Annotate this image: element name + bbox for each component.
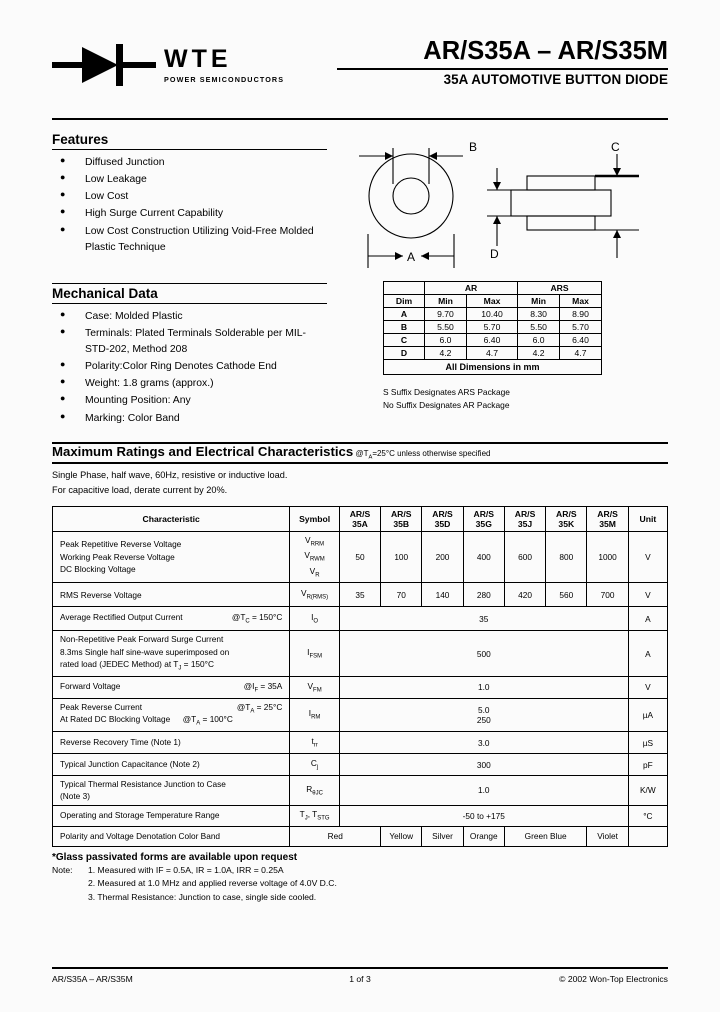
table-row xyxy=(53,754,668,776)
value-cell: 400 xyxy=(463,531,504,583)
col-header-part-35b: AR/S 35B xyxy=(381,506,422,531)
list-item: ● Weight: 1.8 grams (approx.) xyxy=(52,376,327,392)
row-label-operating-storage-temperature-range: Operating and Storage Temperature Range xyxy=(53,805,290,826)
diode-symbol-icon xyxy=(52,42,160,88)
table-row xyxy=(384,295,602,308)
table-row xyxy=(53,826,668,846)
dim-cell: 6.0 xyxy=(425,334,467,347)
list-item: ● Low Cost xyxy=(52,189,327,205)
page-footer xyxy=(52,967,668,984)
max-ratings-underline xyxy=(52,462,668,464)
features-heading: Features xyxy=(52,132,109,147)
mechanical-data-section xyxy=(52,283,327,427)
note-line xyxy=(52,891,668,905)
page-title: AR/S35A – AR/S35M xyxy=(423,37,668,65)
col-header-ar-min: Min xyxy=(425,295,467,308)
col-header-characteristic: Characteristic xyxy=(53,506,290,531)
value-cell: 300 xyxy=(339,754,628,776)
value-cell: 500 xyxy=(339,631,628,676)
dim-row-key: D xyxy=(384,347,425,360)
value-cell: 50 xyxy=(339,531,380,583)
row-condition: $@I_F = 35A$ xyxy=(243,680,283,694)
logo-tagline: POWER SEMICONDUCTORS xyxy=(164,74,285,84)
unit-cell: A xyxy=(628,631,667,676)
max-ratings-heading xyxy=(52,444,668,463)
value-cell: 5.0 250 xyxy=(339,698,628,731)
dim-blank-header xyxy=(384,282,425,295)
footer-page-number: 1 of 3 xyxy=(349,974,371,984)
dimension-table xyxy=(383,281,602,375)
unit-cell: A xyxy=(628,607,667,631)
table-row xyxy=(53,607,668,631)
list-item: ● Marking: Color Band xyxy=(52,411,327,427)
dim-cell: 4.7 xyxy=(466,347,517,360)
document-title-block xyxy=(337,28,668,87)
unit-cell: °C xyxy=(628,805,667,826)
dim-row-key: B xyxy=(384,321,425,334)
col-header-part-35d: AR/S 35D xyxy=(422,506,463,531)
value-cell: 280 xyxy=(463,583,504,607)
dim-row-key: C xyxy=(384,334,425,347)
note-line xyxy=(52,877,668,891)
table-row xyxy=(53,583,668,607)
col-header-part-35j: AR/S 35J xyxy=(504,506,545,531)
table-row xyxy=(53,531,668,583)
color-cell-silver: Silver xyxy=(422,826,463,846)
characteristics-table xyxy=(52,506,668,847)
value-cell: 700 xyxy=(587,583,628,607)
value-cell: 70 xyxy=(381,583,422,607)
unit-cell: V xyxy=(628,583,667,607)
table-row xyxy=(384,334,602,347)
dim-cell: 5.50 xyxy=(425,321,467,334)
unit-cell: V xyxy=(628,531,667,583)
row-label-polarity-voltage-denotation-color-band: Polarity and Voltage Denotation Color Band xyxy=(53,826,290,846)
mechanical-underline xyxy=(52,303,327,304)
value-cell: 35 xyxy=(339,607,628,631)
row-symbol: $T_J$, $T_{STG}$ xyxy=(290,805,340,826)
unit-cell: pF xyxy=(628,754,667,776)
col-header-symbol: Symbol xyxy=(290,506,340,531)
dim-cell: 8.90 xyxy=(560,308,602,321)
note-item: 1. Measured with IF = 0.5A, IR = 1.0A, IRR = 0.25A xyxy=(88,864,284,875)
unit-cell: µS xyxy=(628,732,667,754)
dim-cell: 8.30 xyxy=(518,308,560,321)
dim-group-ars: ARS xyxy=(518,282,602,295)
table-row xyxy=(384,308,602,321)
mechanical-list xyxy=(52,309,327,427)
features-list xyxy=(52,155,327,256)
col-header-part-35k: AR/S 35K xyxy=(546,506,587,531)
footer-part-number: AR/S35A – AR/S35M xyxy=(52,974,133,984)
note-item: 3. Thermal Resistance: Junction to case, single side cooled. xyxy=(88,892,317,903)
package-outer-circle xyxy=(369,154,453,238)
left-column xyxy=(52,130,327,428)
max-ratings-heading-text: Maximum Ratings and Electrical Characteristics xyxy=(52,443,354,459)
dim-cell: 4.2 xyxy=(518,347,560,360)
company-logo xyxy=(52,28,337,88)
color-cell-red: Red xyxy=(290,826,381,846)
table-row xyxy=(53,698,668,731)
table-header-row xyxy=(53,506,668,531)
row-label-typical-junction-capacitance: Typical Junction Capacitance (Note 2) xyxy=(53,754,290,776)
list-item: ● Diffused Junction xyxy=(52,155,327,171)
row-symbol: $I_O$ xyxy=(290,607,340,631)
value-cell: 1.0 xyxy=(339,676,628,698)
list-item: ● Low Cost Construction Utilizing Void-Free Molded Plastic Technique xyxy=(52,224,327,256)
features-section xyxy=(52,130,327,256)
table-row xyxy=(53,631,668,676)
list-item: ● High Surge Current Capability xyxy=(52,206,327,222)
dim-label-d: D xyxy=(490,247,499,261)
value-cell: 800 xyxy=(546,531,587,583)
color-cell-green-blue: Green Blue xyxy=(504,826,587,846)
col-header-ars-max: Max xyxy=(560,295,602,308)
dim-cell: 9.70 xyxy=(425,308,467,321)
col-header-ars-min: Min xyxy=(518,295,560,308)
unit-cell: K/W xyxy=(628,776,667,806)
color-cell-yellow: Yellow xyxy=(381,826,422,846)
table-row xyxy=(53,732,668,754)
row-label-peak-repetitive-reverse-voltage: Peak Repetitive Reverse Voltage Working Peak Reverse Voltage DC Blocking Voltage xyxy=(53,531,290,583)
package-side-top-flange xyxy=(527,176,595,190)
list-item: ● Polarity:Color Ring Denotes Cathode End xyxy=(52,359,327,375)
row-label-average-rectified-output-current: Average Rectified Output Current $@T_C = 150^\circ C$ xyxy=(53,607,290,631)
value-cell: 200 xyxy=(422,531,463,583)
package-diagram-svg xyxy=(349,134,649,274)
footer-copyright: © 2002 Won-Top Electronics xyxy=(559,974,668,984)
table-row xyxy=(53,776,668,806)
glass-passivated-note: *Glass passivated forms are available upon request xyxy=(52,851,298,863)
unit-cell: V xyxy=(628,676,667,698)
dim-label-b: B xyxy=(469,140,478,154)
value-cell: 560 xyxy=(546,583,587,607)
value-cell: 1000 xyxy=(587,531,628,583)
dim-cell: 5.70 xyxy=(560,321,602,334)
page-subtitle: 35A AUTOMOTIVE BUTTON DIODE xyxy=(443,71,668,87)
dim-cell: 6.40 xyxy=(466,334,517,347)
row-label-reverse-recovery-time: Reverse Recovery Time (Note 1) xyxy=(53,732,290,754)
row-symbol: $t_{rr}$ xyxy=(290,732,340,754)
dim-cell: 6.0 xyxy=(518,334,560,347)
dim-label-a: A xyxy=(407,250,416,264)
value-cell: 100 xyxy=(381,531,422,583)
package-side-bottom-flange xyxy=(527,216,595,230)
col-header-ar-max: Max xyxy=(466,295,517,308)
row-label-rms-reverse-voltage: RMS Reverse Voltage xyxy=(53,583,290,607)
row-condition: $@T_A = 100^\circ C$ xyxy=(182,714,233,728)
dim-cell: 4.2 xyxy=(425,347,467,360)
max-ratings-note1: Single Phase, half wave, 60Hz, resistive or inductive load. xyxy=(52,470,288,481)
max-ratings-section xyxy=(52,442,668,498)
package-inner-circle xyxy=(393,178,429,214)
row-condition: $@T_A = 25^\circ C$ xyxy=(236,701,283,715)
value-cell: 420 xyxy=(504,583,545,607)
row-symbol: $I_{FSM}$ xyxy=(290,631,340,676)
row-symbol: $V_{FM}$ xyxy=(290,676,340,698)
table-row xyxy=(53,805,668,826)
row-symbol: $V_{R(RMS)}$ xyxy=(290,583,340,607)
unit-cell: µA xyxy=(628,698,667,731)
row-label-forward-voltage: Forward Voltage $@I_F = 35A$ xyxy=(53,676,290,698)
dim-cell: 5.70 xyxy=(466,321,517,334)
unit-cell xyxy=(628,826,667,846)
col-header-part-35a: AR/S 35A xyxy=(339,506,380,531)
list-item: ● Case: Molded Plastic xyxy=(52,309,327,325)
suffix-note-line2: No Suffix Designates AR Package xyxy=(383,399,510,410)
page-header xyxy=(52,28,668,118)
row-symbol: $I_{RM}$ xyxy=(290,698,340,731)
row-symbol: $R_{\theta JC}$ xyxy=(290,776,340,806)
list-item: ● Terminals: Plated Terminals Solderable per MIL-STD-202, Method 208 xyxy=(52,326,327,358)
dim-cell: 5.50 xyxy=(518,321,560,334)
suffix-notes xyxy=(383,386,668,411)
title-divider xyxy=(337,68,668,70)
list-item: ● Low Leakage xyxy=(52,172,327,188)
right-column xyxy=(327,130,668,428)
col-header-part-35m: AR/S 35M xyxy=(587,506,628,531)
dim-table-footer: All Dimensions in mm xyxy=(384,360,602,375)
dim-cell: 10.40 xyxy=(466,308,517,321)
max-ratings-note2: For capacitive load, derate current by 20%. xyxy=(52,484,228,495)
header-divider xyxy=(52,118,668,120)
footnotes-list xyxy=(52,864,668,906)
max-ratings-condition: $@T_A=25^\circ C$ unless otherwise specified xyxy=(353,448,491,461)
value-cell: 35 xyxy=(339,583,380,607)
row-condition: $@T_C = 150^\circ C$ xyxy=(231,612,283,625)
row-label-peak-reverse-current: Peak Reverse Current $@T_A = 25^\circ C$ At Rated DC Blocking Voltage $@T_A = 100^\circ C$ xyxy=(53,698,290,731)
value-cell: 600 xyxy=(504,531,545,583)
notes-label: Note: xyxy=(52,864,73,875)
dim-cell: 4.7 xyxy=(560,347,602,360)
col-header-dim: Dim xyxy=(384,295,425,308)
col-header-unit: Unit xyxy=(628,506,667,531)
note-line xyxy=(52,864,668,878)
col-header-part-35g: AR/S 35G xyxy=(463,506,504,531)
note-item: 2. Measured at 1.0 MHz and applied reverse voltage of 4.0V D.C. xyxy=(88,878,337,889)
table-row xyxy=(384,321,602,334)
value-cell: 3.0 xyxy=(339,732,628,754)
features-underline xyxy=(52,149,327,150)
list-item: ● Mounting Position: Any xyxy=(52,393,327,409)
table-row xyxy=(384,347,602,360)
row-symbol: $V_{RRM}$ $V_{RWM}$ $V_R$ xyxy=(290,531,340,583)
package-side-body xyxy=(511,190,611,216)
dim-group-ar: AR xyxy=(425,282,518,295)
value-cell: 140 xyxy=(422,583,463,607)
upper-body xyxy=(52,130,668,428)
row-label-non-repetitive-peak-forward-surge-current: Non-Repetitive Peak Forward Surge Current 8.3ms Single half sine-wave superimposed on rated load (JEDEC Method) at $T_J = 150^\circ C$ xyxy=(53,631,290,676)
table-row xyxy=(384,360,602,375)
dim-cell: 6.40 xyxy=(560,334,602,347)
dim-label-c: C xyxy=(611,140,620,154)
color-cell-violet: Violet xyxy=(587,826,628,846)
mechanical-heading: Mechanical Data xyxy=(52,285,158,301)
color-cell-orange: Orange xyxy=(463,826,504,846)
row-symbol: $C_j$ xyxy=(290,754,340,776)
suffix-note-line1: S Suffix Designates ARS Package xyxy=(383,387,510,397)
value-cell: 1.0 xyxy=(339,776,628,806)
package-outline-drawing xyxy=(349,134,668,269)
dim-row-key: A xyxy=(384,308,425,321)
table-row xyxy=(53,676,668,698)
logo-wordmark: WTE xyxy=(164,44,232,73)
table-row xyxy=(384,282,602,295)
value-cell: -50 to +175 xyxy=(339,805,628,826)
row-label-typical-thermal-resistance: Typical Thermal Resistance Junction to Case (Note 3) xyxy=(53,776,290,806)
